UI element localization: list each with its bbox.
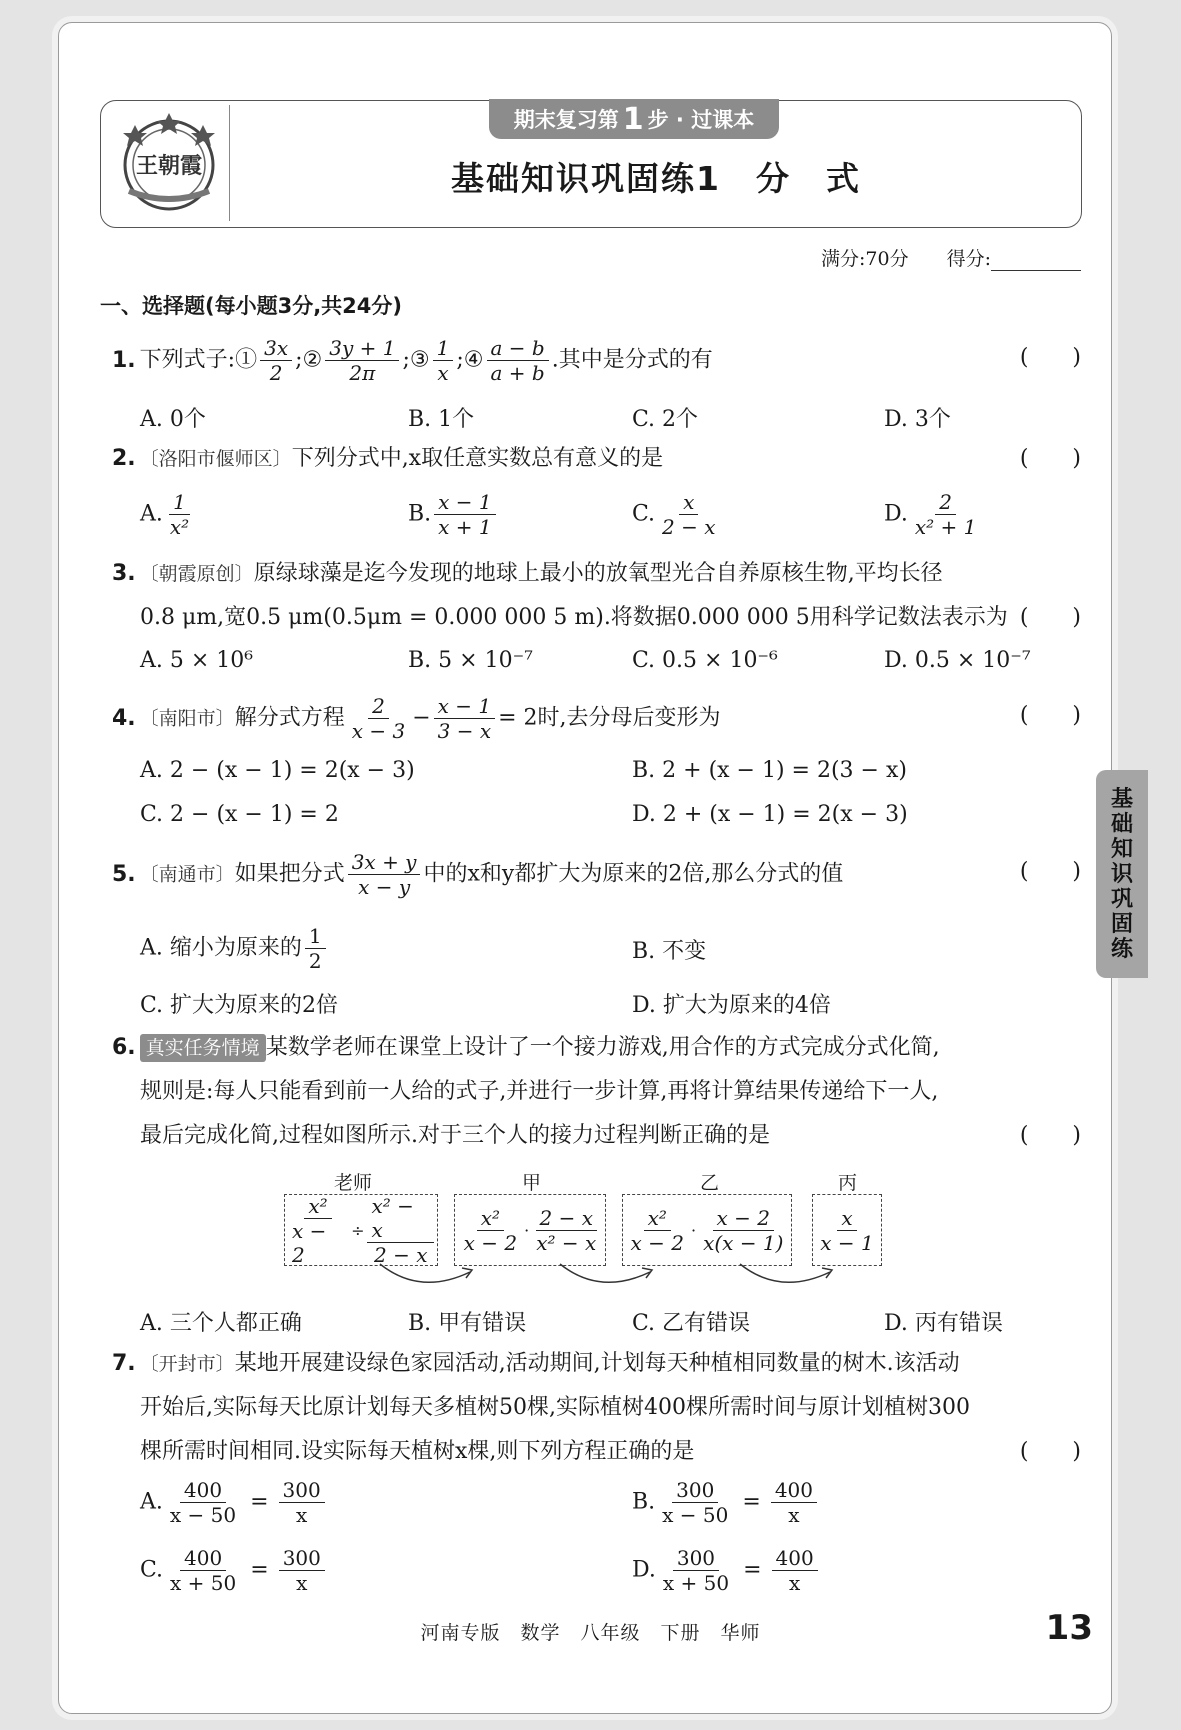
- relay-box-bing: $\frac{x}{x - 1}$: [812, 1194, 882, 1266]
- relay-arrows-icon: [340, 1262, 880, 1294]
- score-blank: [991, 252, 1081, 271]
- section-heading: 一、选择题(每小题3分,共24分): [100, 294, 403, 318]
- q6-option-d: D. 丙有错误: [884, 1311, 1003, 1336]
- q5-option-c: C. 扩大为原来的2倍: [140, 993, 339, 1018]
- q2-option-c: C. $\frac{x}{2 - x}$: [632, 490, 716, 539]
- label-jia: 甲: [522, 1172, 542, 1194]
- question-4: 4. 〔南阳市〕解分式方程 $\frac{2}{x - 3}$ − $\frac{x - 1}{3 - x}$ = 2时,去分母后变形为 ( ): [112, 694, 1081, 743]
- q5-option-a: A. 缩小为原来的 $\frac{1}{2}$: [140, 924, 329, 973]
- q7-option-d: D. $\frac{300}{x + 50}$ = $\frac{400}{x}$: [632, 1546, 821, 1595]
- page-title: 基础知识巩固练1 分 式: [451, 159, 861, 198]
- q4-option-b: B. 2 + (x − 1) = 2(3 − x): [632, 758, 907, 783]
- question-2: 2. 〔洛阳市偃师区〕下列分式中,x取任意实数总有意义的是 ( ): [112, 446, 1081, 471]
- relay-box-jia: $\frac{\text{x²}}{x - 2}$ · $\frac{2 - x}{\text{x² − x}}$: [454, 1194, 606, 1266]
- q4-option-c: C. 2 − (x − 1) = 2: [140, 802, 339, 827]
- step-tab: 期末复习第 1 步 · 过课本: [489, 99, 779, 139]
- side-tab: 基 础 知 识 巩 固 练: [1096, 770, 1148, 978]
- q6-option-a: A. 三个人都正确: [140, 1311, 302, 1336]
- q3-option-d: D. 0.5 × 10⁻⁷: [884, 648, 1031, 673]
- question-1: 1. 下列式子:① $\frac{3x}{2}$ ;② $\frac{3y + 1}{2\pi}$ ;③ $\frac{1}{x}$ ;④ $\frac{a - b}{a + b}$ .其中是分式的有 ( ): [112, 336, 1081, 385]
- page-number: 13: [1045, 1608, 1093, 1648]
- logo-seal-icon: [115, 107, 223, 215]
- label-teacher: 老师: [334, 1172, 373, 1194]
- q3-option-a: A. 5 × 10⁶: [140, 648, 254, 673]
- q4-option-d: D. 2 + (x − 1) = 2(x − 3): [632, 802, 908, 827]
- question-3: 3. 〔朝霞原创〕原绿球藻是迄今发现的地球上最小的放氧型光合自养原核生物,平均长径 0.8 μm,宽0.5 μm(0.5μm = 0.000 000 5 m).将数据0.000 000 5用科学记数法表示为 ( ): [112, 561, 1081, 630]
- q7-option-a: A. $\frac{400}{x - 50}$ = $\frac{300}{x}$: [140, 1478, 328, 1527]
- q5-option-b: B. 不变: [632, 939, 707, 964]
- relay-box-yi: $\frac{\text{x²}}{x - 2}$ · $\frac{x - 2}{x(x - 1)}$: [622, 1194, 792, 1266]
- question-5: 5. 〔南通市〕如果把分式 $\frac{3x + y}{x - y}$ 中的x和y都扩大为原来的2倍,那么分式的值 ( ): [112, 850, 1081, 899]
- q3-option-c: C. 0.5 × 10⁻⁶: [632, 648, 778, 673]
- answer-paren: ( ): [1019, 345, 1081, 370]
- q1-option-c: C. 2个: [632, 407, 699, 432]
- q4-option-a: A. 2 − (x − 1) = 2(x − 3): [140, 758, 415, 783]
- logo-divider: [229, 105, 230, 221]
- title-header: [100, 100, 1082, 228]
- q3-option-b: B. 5 × 10⁻⁷: [408, 648, 533, 673]
- q5-option-d: D. 扩大为原来的4倍: [632, 993, 831, 1018]
- q6-option-c: C. 乙有错误: [632, 1311, 751, 1336]
- q1-option-a: A. 0个: [140, 407, 206, 432]
- question-7: 7. 〔开封市〕某地开展建设绿色家园活动,活动期间,计划每天种植相同数量的树木.该活动 开始后,实际每天比原计划每天多植树50棵,实际植树400棵所需时间与原计划植树300 棵所需时间相同.设实际每天植树x棵,则下列方程正确的是 ( ): [112, 1351, 1081, 1464]
- q6-option-b: B. 甲有错误: [408, 1311, 527, 1336]
- label-yi: 乙: [700, 1172, 720, 1194]
- question-6: 6. 真实任务情境 某数学老师在课堂上设计了一个接力游戏,用合作的方式完成分式化简, 规则是:每人只能看到前一人给的式子,并进行一步计算,再将计算结果传递给下一人, 最后完成化简,过程如图所示.对于三个人的接力过程判断正确的是 ( ): [112, 1035, 1081, 1148]
- score-line: 满分:70分 得分:: [821, 244, 1081, 271]
- q2-option-b: B. $\frac{x - 1}{x + 1}$: [408, 490, 499, 539]
- q2-option-d: D. $\frac{2}{\text{x² + 1}}$: [884, 490, 977, 539]
- q1-option-d: D. 3个: [884, 407, 951, 432]
- q2-option-a: A. $\frac{1}{\text{x²}}$: [140, 490, 190, 539]
- q7-option-b: B. $\frac{300}{x - 50}$ = $\frac{400}{x}$: [632, 1478, 820, 1527]
- q1-option-b: B. 1个: [408, 407, 475, 432]
- relay-box-teacher: $\frac{\text{x²}}{x - 2}$ ÷ $\frac{\text{x² − x}}{2 - x}$: [284, 1194, 438, 1266]
- q7-option-c: C. $\frac{400}{x + 50}$ = $\frac{300}{x}$: [140, 1546, 328, 1595]
- footer-text: 河南专版 数学 八年级 下册 华师: [420, 1622, 761, 1644]
- svg-text:王朝霞: 王朝霞: [135, 153, 203, 179]
- task-tag: 真实任务情境: [140, 1034, 266, 1062]
- label-bing: 丙: [838, 1172, 858, 1194]
